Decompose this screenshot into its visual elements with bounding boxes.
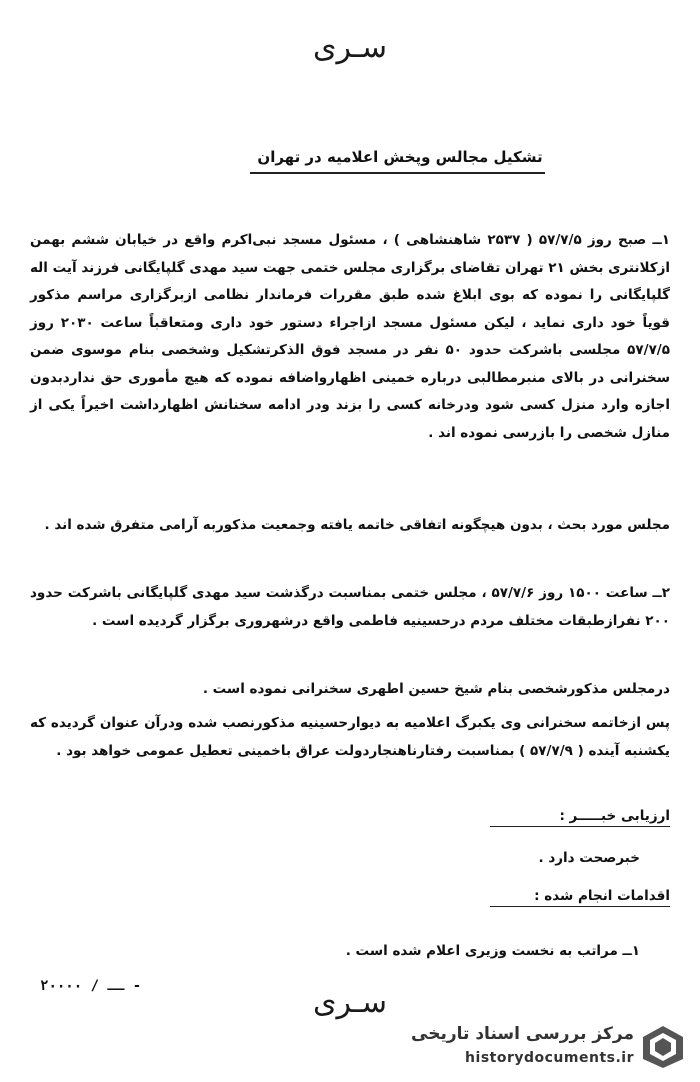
paragraph-1 — [30, 227, 670, 447]
paragraph-3-text: ۲ــ ساعت ۱۵۰۰ روز ۵۷/۷/۶ ، مجلس ختمی بمناسبت درگذشت سید مهدی گلپایگانی باشرکت حدود ۲۰۰ نفرازطبقات مختلف مردم درحسینیه فاطمی واقع درشهروری برگزار گردیده است . — [30, 585, 670, 629]
paragraph-4-text: درمجلس مذکورشخصی بنام شیخ حسین اطهری سخنرانی نموده است . — [202, 681, 670, 697]
action-underline — [490, 906, 670, 907]
classification-top: سـری — [313, 30, 387, 65]
evaluation-label: ارزیابی خبـــــر : — [559, 808, 670, 824]
evaluation-underline — [490, 826, 670, 827]
archive-watermark — [382, 1020, 692, 1076]
paragraph-5 — [30, 710, 670, 765]
document-title: تشکیل مجالس وپخش اعلامیه در تهران — [257, 148, 543, 166]
paragraph-3 — [30, 580, 670, 635]
document-number: ۲ــ / ۰۰۰۰ - — [40, 978, 142, 994]
archive-logo-icon — [640, 1024, 686, 1070]
title-underline — [250, 172, 545, 174]
action-label: اقدامات انجام شده : — [534, 888, 670, 904]
paragraph-4 — [30, 676, 670, 704]
archive-url: historydocuments.ir — [465, 1050, 634, 1066]
paragraph-1-text: ۱ــ صبح روز ۵۷/۷/۵ ( ۲۵۳۷ شاهنشاهی ) ، مسئول مسجد نبی‌اکرم واقع در خیابان ششم بهمن ازکلانتری بخش ۲۱ تهران تقاضای برگزاری مجلس ختمی جهت سید مهدی گلپایگانی فرزند آیت اله گلپایگانی را نموده که بوی ابلاغ شده طبق مقررات فرماندار نظامی ازبرگزاری مراسم مذکور قویاً خود داری نماید ، لیکن مسئول مسجد ازاجراء دستور خود داری ومتعاقباً ساعت ۲۰۳۰ روز ۵۷/۷/۵ مجلسی باشرکت حدود ۵۰ نفر در مسجد فوق الذکرتشکیل وشخصی بنام موسوی ضمن سخنرانی در بالای منبرمطالبی درباره خمینی اظهارواضافه نموده که هیچ مأموری حق نداردبدون اجازه وارد منزل کسی شود ودرخانه کسی را بزند ودر ادامه سخنانش اظهارداشت اخیراً یکی از منازل شخصی را بازرسی نموده اند . — [30, 232, 670, 441]
paragraph-5-text: پس ازخاتمه سخنرانی وی یکبرگ اعلامیه به دیوارحسینیه مذکورنصب شده ودرآن عنوان گردیده که یکشنبه آینده ( ۵۷/۷/۹ ) بمناسبت رفتارناهنجاردولت عراق باخمینی تعطیل عمومی خواهد بود . — [30, 715, 670, 759]
evaluation-note: خبرصحت دارد . — [538, 850, 640, 866]
classification-bottom: سـری — [313, 985, 387, 1020]
archive-name: مرکز بررسی اسناد تاریخی — [411, 1024, 634, 1044]
action-report: ۱ــ مراتب به نخست وزیری اعلام شده است . — [345, 943, 640, 959]
paragraph-2-text: مجلس مورد بحث ، بدون هیچگونه اتفاقی خاتمه یافته وجمعیت مذکوربه آرامی متفرق شده اند . — [44, 517, 670, 533]
paragraph-2 — [30, 512, 670, 540]
